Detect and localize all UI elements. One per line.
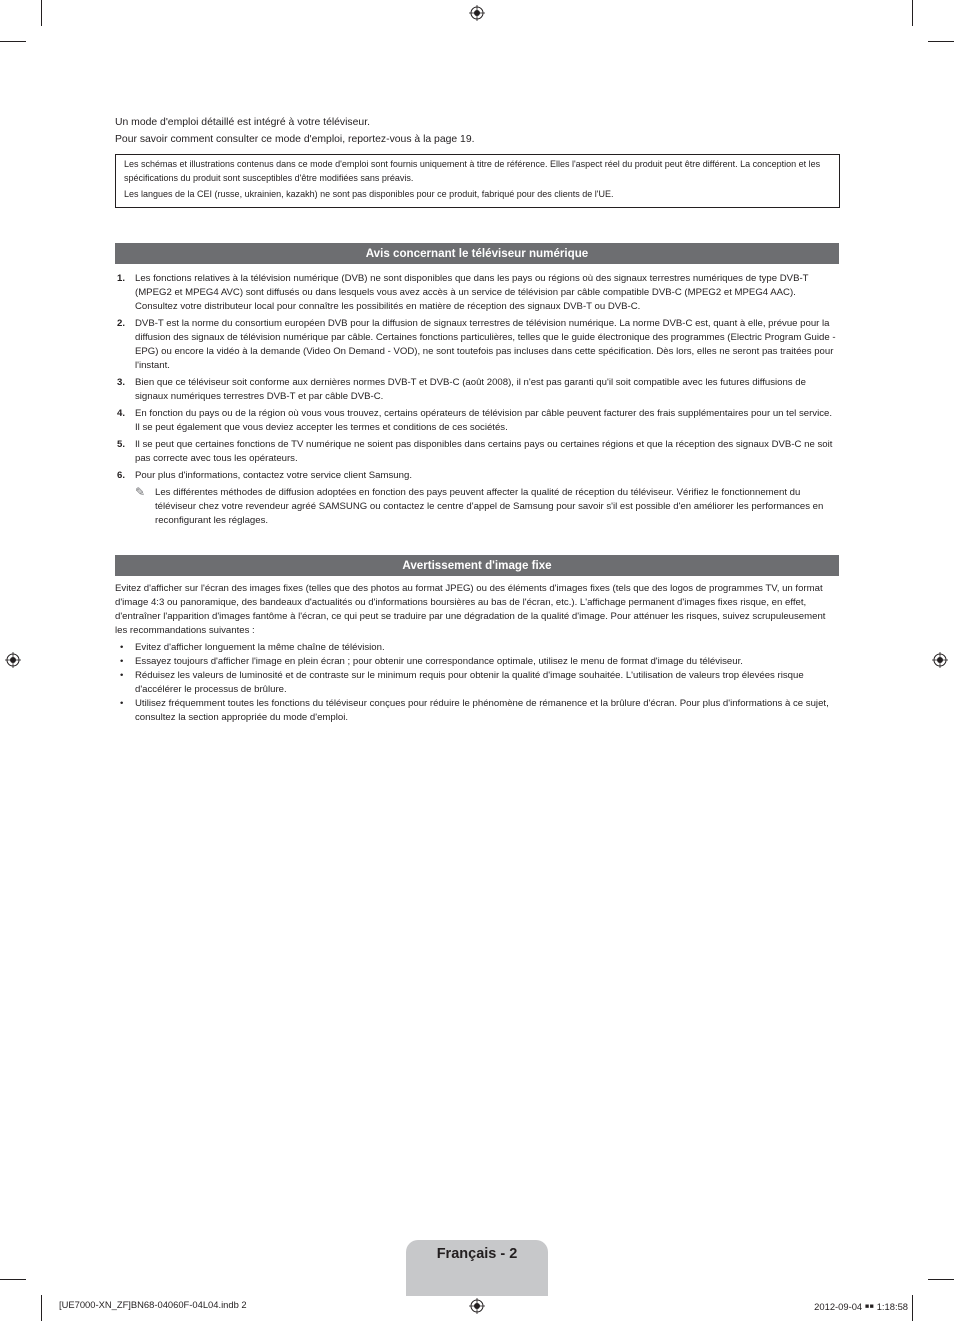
bullet-icon: • — [120, 656, 124, 667]
note-text: Les différentes méthodes de diffusion adoptées en fonction des pays peuvent affecter la qualité de réception du téléviseur. Vérifiez le fonctionnement du téléviseur chez votre revendeur agréé SAMSUNG ou contactez le centre d'appel de Samsung pour savoir s'il est possible d'en améliorer les performances en reconfigurant les réglages. — [155, 487, 824, 526]
list-text: Essayez toujours d'afficher l'image en plein écran ; pour obtenir une correspondance optimale, utilisez le menu de format d'image du téléviseur. — [135, 656, 743, 667]
crop-mark — [0, 1279, 26, 1280]
list-text: Il se peut que certaines fonctions de TV numérique ne soient pas disponibles dans certains pays ou certaines régions et que la réception des signaux DVB-C ne soit pas correcte avec tous les opérateurs. — [135, 439, 833, 464]
bullet-icon: • — [120, 698, 124, 709]
list-item — [115, 317, 839, 373]
disclaimer-text: Les langues de la CEI (russe, ukrainien, kazakh) ne sont pas disponibles pour ce produit, fabriqué pour des clients de l'UE. — [124, 189, 614, 200]
list-number: 2. — [117, 318, 126, 329]
list-number: 1. — [117, 273, 126, 284]
crop-mark — [928, 41, 954, 42]
registration-mark-icon — [469, 5, 485, 21]
list-item — [115, 641, 839, 655]
list-item — [115, 697, 839, 725]
list-text: Bien que ce téléviseur soit conforme aux dernières normes DVB-T et DVB-C (août 2008), il n'est pas garanti qu'il soit compatible avec les futures diffusions de signaux numériques terrestres DVB-T et par câble DVB-C. — [135, 377, 806, 402]
list-number: 5. — [117, 439, 126, 450]
crop-mark — [912, 1295, 913, 1321]
list-number: 6. — [117, 470, 126, 481]
crop-mark — [0, 41, 26, 42]
list-text: Utilisez fréquemment toutes les fonctions du téléviseur conçues pour réduire le phénomène de rémanence et la brûlure d'écran. Pour plus d'informations à ce sujet, consultez la section appropriée du mode d'emploi. — [135, 698, 829, 723]
digital-tv-notice-list — [115, 272, 839, 528]
disclaimer-box — [115, 154, 840, 208]
intro-line: Pour savoir comment consulter ce mode d'emploi, reportez-vous à la page 19. — [115, 134, 475, 145]
recommendation-list — [115, 641, 839, 725]
crop-mark — [41, 1295, 42, 1321]
list-text: Pour plus d'informations, contactez votre service client Samsung. — [135, 470, 412, 481]
print-slug-file: [UE7000-XN_ZF]BN68-04060F-04L04.indb 2 — [59, 1299, 247, 1310]
list-text: Réduisez les valeurs de luminosité et de contraste sur le minimum requis pour obtenir la qualité d'image souhaitée. L'utilisation de valeurs trop élevées risque d'accélérer le processus de brûlure. — [135, 670, 804, 695]
note-block — [135, 486, 839, 528]
registration-mark-icon — [5, 652, 21, 668]
bullet-icon: • — [120, 642, 124, 653]
list-text: Les fonctions relatives à la télévision numérique (DVB) ne sont disponibles que dans les pays ou régions où des signaux terrestres numériques de type DVB-T (MPEG2 et MPEG4 AVC) sont diffusés ou dans lesquels vous avez accès à un service de télévision par câble compatible DVB-C (MPEG2 et MPEG4 AAC). Consultez votre distributeur local pour connaître les possibilités en matière de réception des signaux DVB-T ou DVB-C. — [135, 273, 809, 312]
page-number: Français - 2 — [436, 1246, 518, 1262]
list-item — [115, 376, 839, 404]
list-item — [115, 272, 839, 314]
section-heading: Avertissement d'image fixe — [115, 555, 839, 576]
list-text: DVB-T est la norme du consortium européen DVB pour la diffusion de signaux terrestres de télévision numérique. La norme DVB-C est, quant à elle, prévue pour la diffusion des signaux de télévision numérique par câble. Certaines fonctions particulières, telles que le guide électronique des programmes (Electric Program Guide - EPG) ou encore la vidéo à la demande (Video On Demand - VOD), ne sont toutefois pas incluses dans cette spécification. Dès lors, elles ne seront pas traitées pour l'instant. — [135, 318, 836, 371]
section-heading: Avis concernant le téléviseur numérique — [115, 243, 839, 264]
pencil-note-icon: ✎ — [135, 485, 146, 499]
intro-line: Un mode d'emploi détaillé est intégré à votre téléviseur. — [115, 117, 370, 128]
bullet-icon: • — [120, 670, 124, 681]
list-number: 3. — [117, 377, 126, 388]
list-number: 4. — [117, 408, 126, 419]
crop-mark — [912, 0, 913, 26]
list-item — [115, 669, 839, 697]
still-image-warning — [115, 582, 839, 725]
crop-mark — [928, 1279, 954, 1280]
registration-mark-icon — [469, 1298, 485, 1314]
crop-mark — [41, 0, 42, 26]
print-slug-date: 2012-09-04 ￭￭ 1:18:58 — [814, 1301, 908, 1312]
registration-mark-icon — [932, 652, 948, 668]
list-text: En fonction du pays ou de la région où vous vous trouvez, certains opérateurs de télévision par câble peuvent facturer des frais supplémentaires pour un tel service. Il se peut également que vous deviez accepter les termes et conditions de ces sociétés. — [135, 408, 833, 433]
list-item — [115, 438, 839, 466]
intro-block — [115, 116, 839, 150]
warning-intro: Evitez d'afficher sur l'écran des images fixes (telles que des photos au format JPEG) ou des éléments d'images fixes (tels que des logos de programmes TV, un format d'image 4:3 ou panoramique, des bandeaux d'actualités ou d'informations boursières au bas de l'écran, etc.). L'affichage permanent d'images fixes risque, en effet, d'entraîner l'apparition d'images fantôme à l'écran, ce qui peut se traduire par une dégradation de la qualité d'image. Pour atténuer les risques, suivez scrupuleusement les recommandations suivantes : — [115, 583, 826, 636]
disclaimer-text: Les schémas et illustrations contenus dans ce mode d'emploi sont fournis uniquement à titre de référence. Elles l'aspect réel du produit peut être différent. La conception et les spécifications du produit sont susceptibles d'être modifiées sans préavis. — [124, 159, 821, 183]
list-item — [115, 655, 839, 669]
list-item — [115, 407, 839, 435]
list-text: Evitez d'afficher longuement la même chaîne de télévision. — [135, 642, 385, 653]
list-item — [115, 469, 839, 483]
